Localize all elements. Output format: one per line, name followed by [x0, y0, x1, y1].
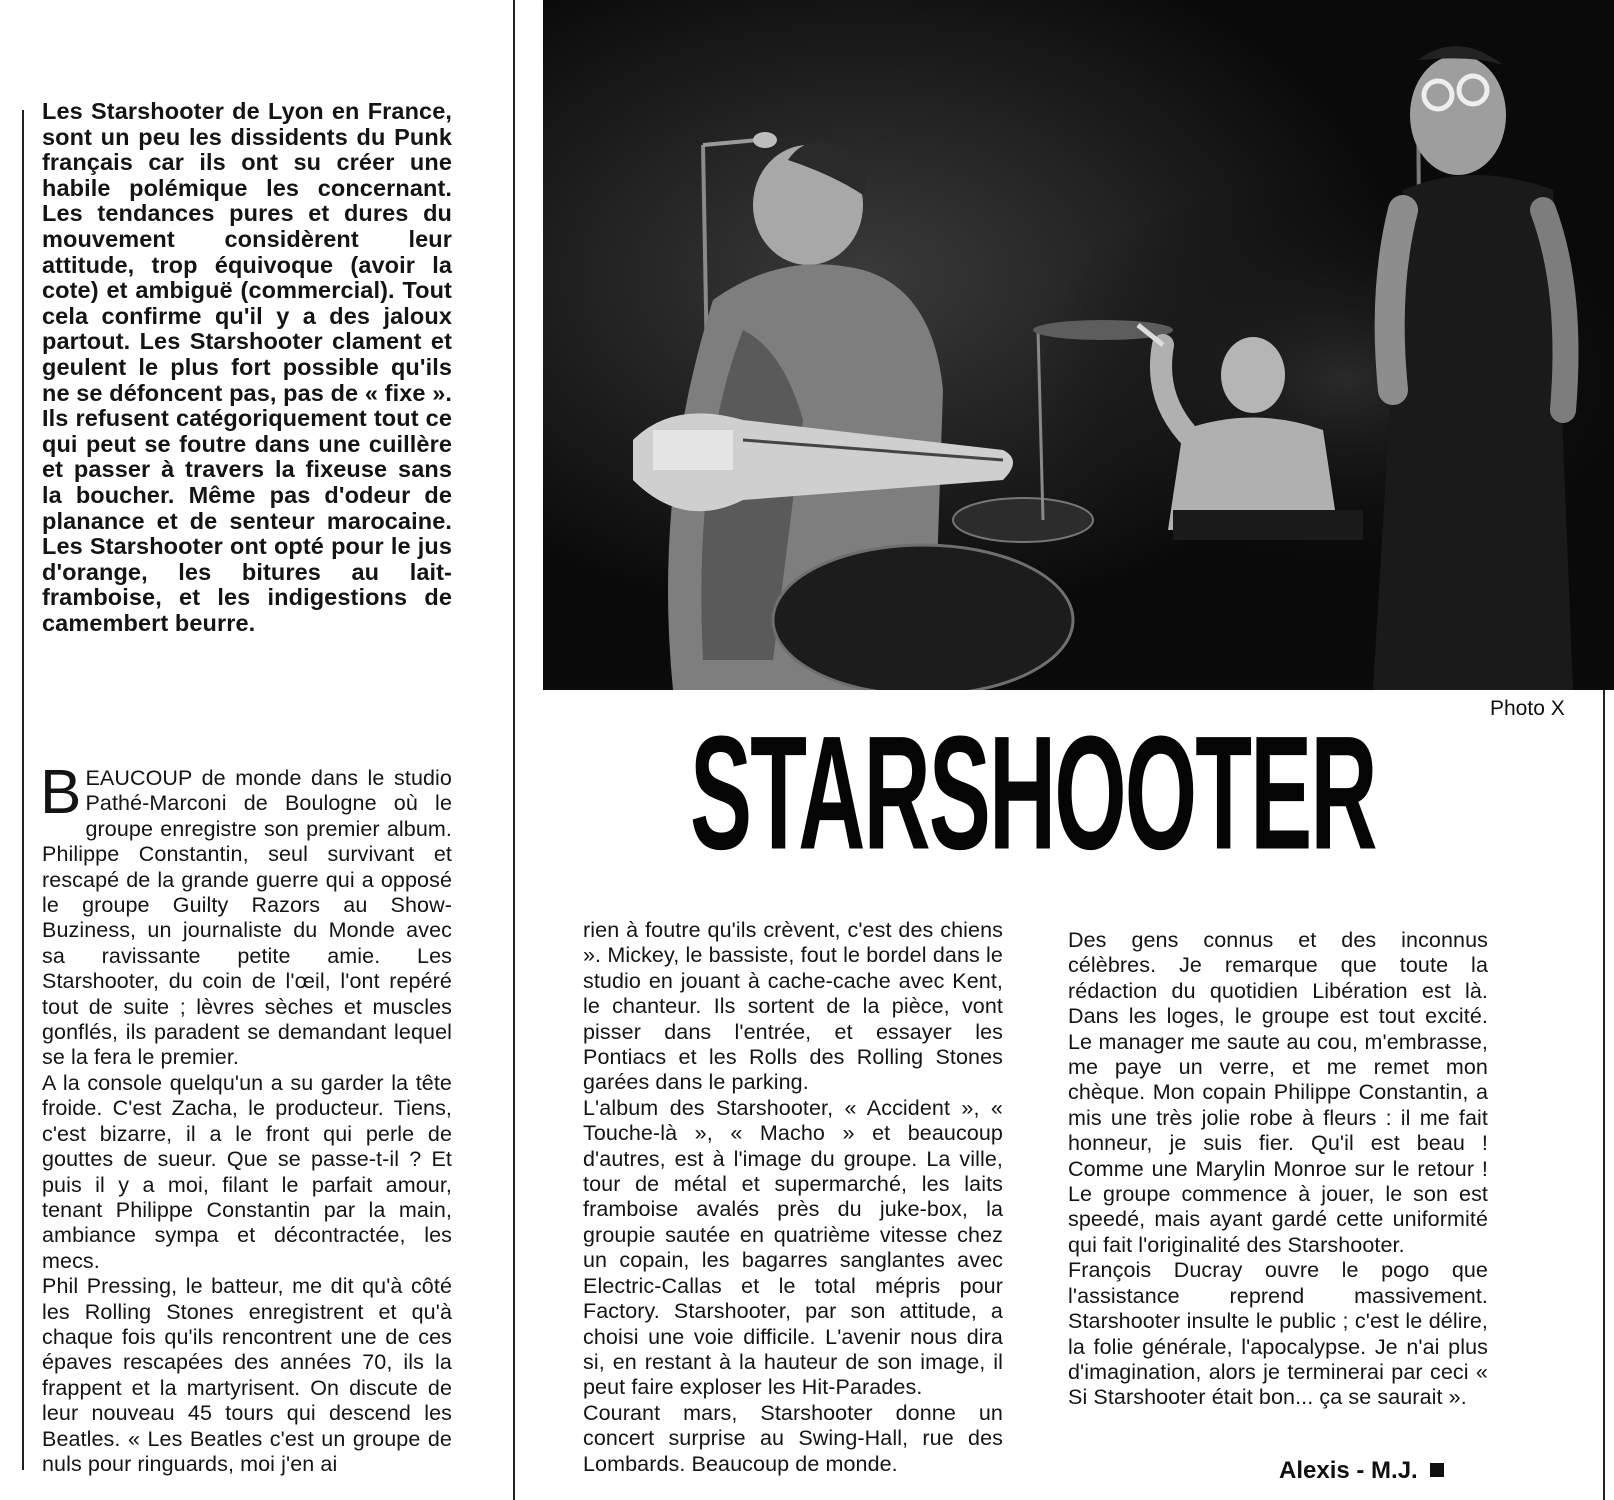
intro-text: Les Starshooter de Lyon en France, sont un peu les dissidents du Punk français car ils ont su créer une habile polémique les concernant. Les tendances pures et dures du mouvement considèrent leur attitude, trop équivoque (avoir la cote) et ambiguë (commercial). Tout cela confirme qu'il y a des jaloux partout. Les Starshooter clament et geulent le plus fort possible qu'ils ne se défoncent pas, pas de « fixe ». Ils refusent catégoriquement tout ce qui peut se foutre dans une cuillère et passer à travers la fixeuse sans la boucher. Même pas d'odeur de planance et de senteur marocaine. Les Starshooter ont opté pour le jus d'orange, les bitures au lait-framboise, et les indigestions de camembert beurre.: [42, 98, 452, 636]
concert-photo-illustration: [543, 0, 1614, 690]
column-3-paragraph-1: Des gens connus et des inconnus célèbres. Je remarque que toute la rédaction du quotidien Libération est là. Dans les loges, le groupe est tout excité. Le manager me saute au cou, m'embrasse, me paye un verre, et me remet mon chèque. Mon copain Philippe Constantin, a mis une très jolie robe à fleurs : il me fait honneur, je suis fier. Qu'il est beau ! Comme une Marylin Monroe sur le retour ! Le groupe commence à jouer, le son est speedé, mais ayant gardé cette uniformité qui fait l'originalité des Starshooter.: [1068, 928, 1488, 1257]
column-1-paragraph-1: [40, 758, 452, 1071]
intro-paragraph: [42, 99, 452, 636]
column-2-paragraph-3: Courant mars, Starshooter donne un concert surprise au Swing-Hall, rue des Lombards. Beaucoup de monde.: [583, 1400, 1003, 1476]
center-column-rule: [513, 0, 515, 1500]
left-column-rule: [22, 110, 24, 1470]
right-edge-rule: [1603, 680, 1605, 1500]
column-3-paragraph-2: François Ducray ouvre le pogo que l'assistance reprend massivement. Starshooter insulte le public ; c'est le délire, la folie générale, l'apocalypse. Je n'ai plus d'imagination, alors je terminerai par ceci « Si Starshooter était bon... ça se saurait ».: [1068, 1258, 1488, 1410]
column-2-paragraph-2: L'album des Starshooter, « Accident », « Touche-là », « Macho » et beaucoup d'autres, est à l'image du groupe. La ville, tour de métal et supermarché, les laits framboise avalés près du juke-box, la groupie sautée en quatrième vitesse chez un copain, les bagarres sanglantes avec Electric-Callas et le total mépris pour Factory. Starshooter, par son attitude, a choisi une voie difficile. L'avenir nous dira si, en restant à la hauteur de son image, il peut faire exploser les Hit-Parades.: [583, 1095, 1003, 1400]
column-1-paragraph-3: Phil Pressing, le batteur, me dit qu'à côté les Rolling Stones enregistrent et qu'à chaque fois qu'ils rencontrent une de ces épaves rescapées des années 70, ils la frappent et la martyrisent. On discute de leur nouveau 45 tours qui descend les Beatles. « Les Beatles c'est un groupe de nuls pour ringuards, moi j'en ai: [42, 1274, 452, 1476]
column-1-paragraph-2: A la console quelqu'un a su garder la tête froide. C'est Zacha, le producteur. Tiens, c'est bizarre, il a le front qui perle de gouttes de sueur. Que se passe-t-il ? Et puis il y a moi, filant le parfait amour, tenant Philippe Constantin par la main, ambiance sympa et décontractée, les mecs.: [42, 1070, 452, 1273]
article-column-1: [40, 758, 452, 1477]
headline: STARSHOOTER: [690, 701, 1376, 884]
article-column-2: [583, 918, 1003, 1477]
drop-cap: B: [40, 758, 82, 827]
column-2-paragraph-1: rien à foutre qu'ils crèvent, c'est des chiens ». Mickey, le bassiste, fout le bordel dans le studio en jouant à cache-cache avec Kent, le chanteur. Ils sortent de la pièce, vont pisser dans l'entrée, et essayer les Pontiacs et les Rolls des Rolling Stones garées dans le parking.: [583, 918, 1003, 1095]
article-column-3: [1068, 928, 1488, 1411]
byline: [1279, 1457, 1444, 1485]
photo-credit: Photo X: [1490, 697, 1565, 720]
end-mark-icon: [1430, 1463, 1444, 1477]
column-1-paragraph-1-text: EAUCOUP de monde dans le studio Pathé-Marconi de Boulogne où le groupe enregistre son premier album. Philippe Constantin, seul survivant et rescapé de la grande guerre qui a opposé le groupe Guilty Razors au Show-Buziness, un journaliste du Monde avec sa ravissante petite amie. Les Starshooter, du coin de l'œil, l'ont repéré tout de suite ; lèvres sèches et muscles gonflés, ils paradent se demandant lequel se la fera le premier.: [42, 766, 452, 1070]
concert-photo: [543, 0, 1614, 690]
byline-text: Alexis - M.J.: [1279, 1457, 1418, 1484]
